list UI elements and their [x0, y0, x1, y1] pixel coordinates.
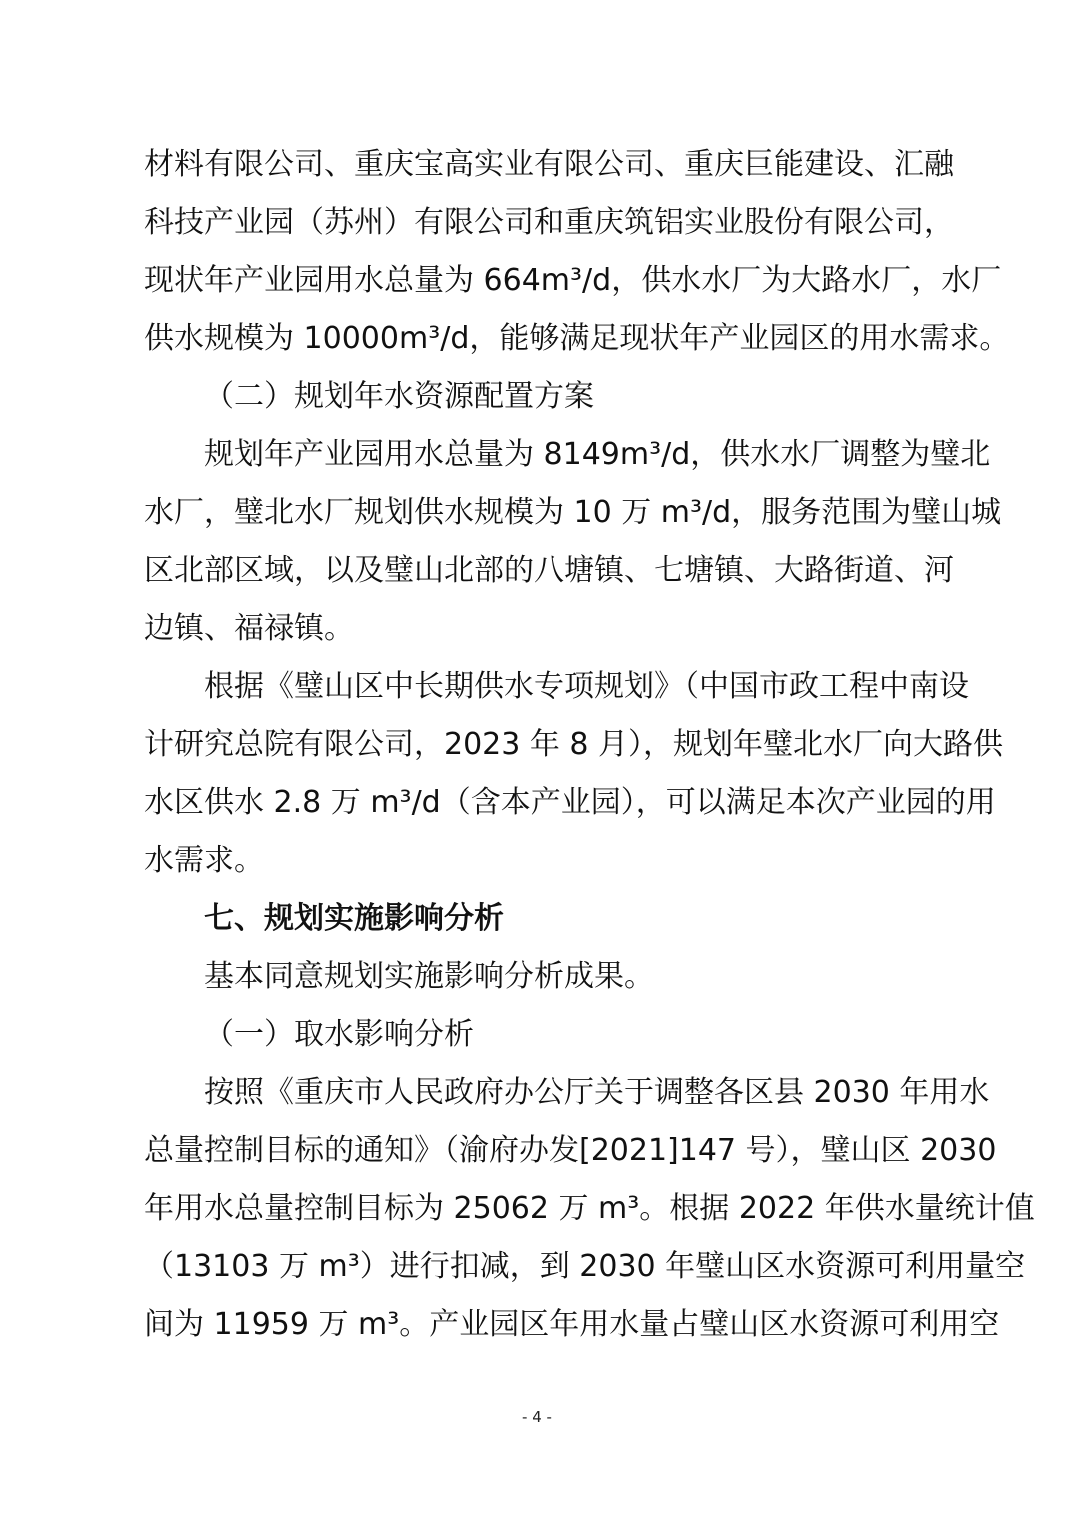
body-line: 按照《重庆市人民政府办公厅关于调整各区县 2030 年用水	[204, 1075, 990, 1110]
section-heading: 七、规划实施影响分析	[204, 901, 504, 936]
body-line: 根据《璧山区中长期供水专项规划》（中国市政工程中南设	[204, 669, 969, 704]
page-number: - 4 -	[522, 1408, 552, 1426]
body-line: 计研究总院有限公司，2023 年 8 月），规划年璧北水厂向大路供	[144, 727, 1004, 762]
subsection-heading: （一）取水影响分析	[204, 1017, 474, 1052]
body-line: 科技产业园（苏州）有限公司和重庆筑铝实业股份有限公司，	[144, 205, 954, 240]
body-line: 材料有限公司、重庆宝高实业有限公司、重庆巨能建设、汇融	[144, 147, 954, 182]
body-line: （13103 万 m³）进行扣减，到 2030 年璧山区水资源可利用量空	[144, 1249, 1026, 1284]
body-line: 水区供水 2.8 万 m³/d（含本产业园），可以满足本次产业园的用	[144, 785, 996, 820]
body-line: 区北部区域，以及璧山北部的八塘镇、七塘镇、大路街道、河	[144, 553, 954, 588]
body-line: 供水规模为 10000m³/d，能够满足现状年产业园区的用水需求。	[144, 321, 1010, 356]
body-line: 间为 11959 万 m³。产业园区年用水量占璧山区水资源可利用空	[144, 1307, 1000, 1342]
body-line: 总量控制目标的通知》（渝府办发[2021]147 号），璧山区 2030	[144, 1133, 997, 1168]
body-line: 基本同意规划实施影响分析成果。	[204, 959, 654, 994]
body-line: 现状年产业园用水总量为 664m³/d，供水水厂为大路水厂，水厂	[144, 263, 1002, 298]
body-line: 水厂，璧北水厂规划供水规模为 10 万 m³/d，服务范围为璧山城	[144, 495, 1002, 530]
body-line: 水需求。	[144, 843, 264, 878]
body-line: 年用水总量控制目标为 25062 万 m³。根据 2022 年供水量统计值	[144, 1191, 1035, 1226]
subsection-heading: （二）规划年水资源配置方案	[204, 379, 594, 414]
body-line: 规划年产业园用水总量为 8149m³/d，供水水厂调整为璧北	[204, 437, 991, 472]
body-line: 边镇、福禄镇。	[144, 611, 354, 646]
